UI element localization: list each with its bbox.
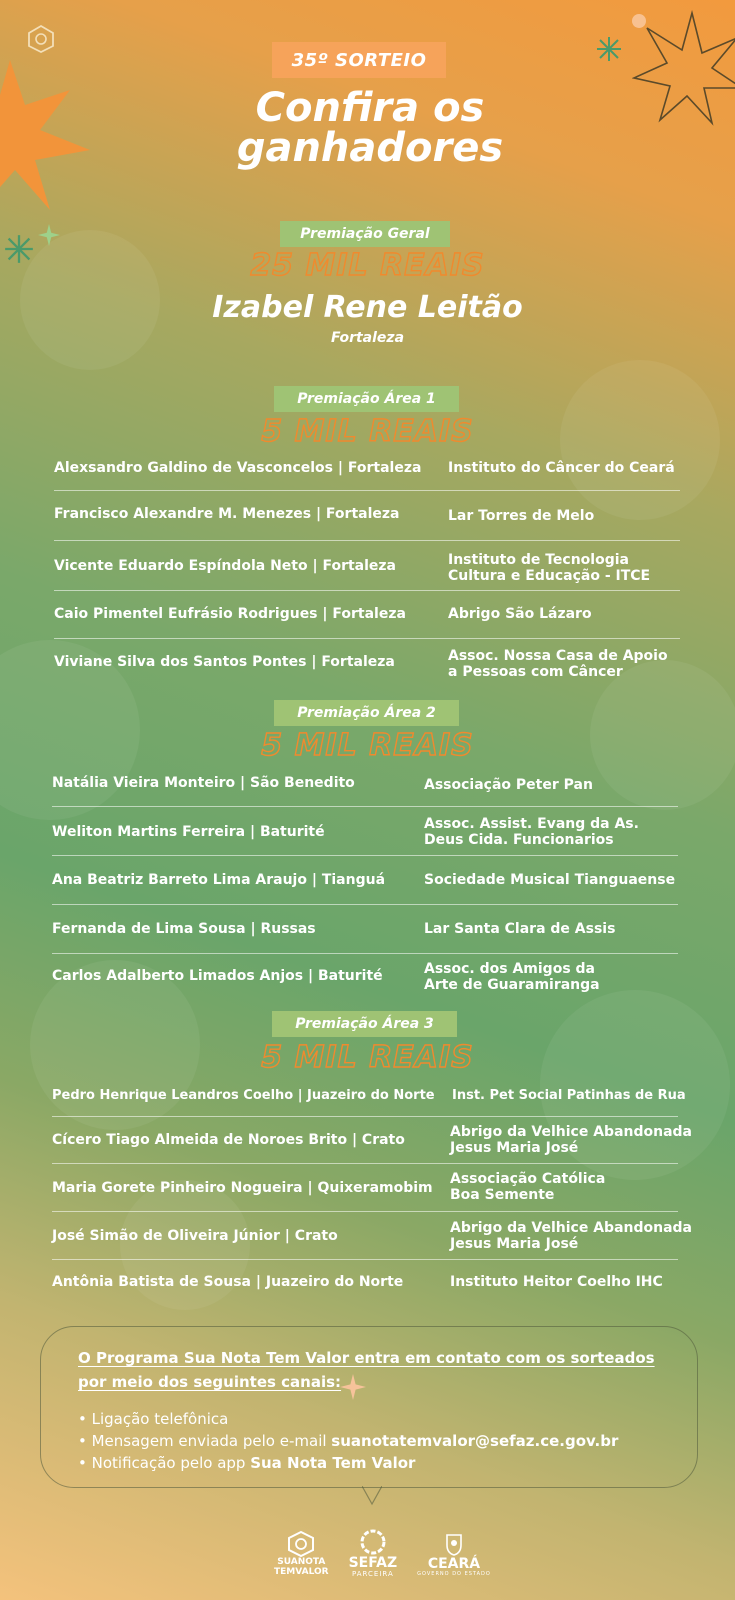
ceara-logo-subtext: GOVERNO DO ESTADO <box>417 1571 491 1577</box>
row-divider <box>52 1163 678 1164</box>
ceara-coat-of-arms-icon <box>439 1529 469 1557</box>
table-row <box>52 824 325 840</box>
row-divider <box>52 1116 678 1117</box>
table-row <box>52 1228 338 1244</box>
winner-name: Maria Gorete Pinheiro Nogueira | Quixeramobim <box>52 1180 433 1196</box>
title-line: ganhadores <box>236 125 504 171</box>
area2-label: Premiação Área 2 <box>274 700 459 726</box>
ceara-logo <box>417 1529 491 1577</box>
draw-number-badge: 35º SORTEIO <box>272 42 446 78</box>
winner-name: Vicente Eduardo Espíndola Neto | Fortaleza <box>54 558 397 574</box>
outline-star-icon <box>632 8 735 128</box>
bg-bubble <box>120 1180 250 1310</box>
table-row <box>52 1180 433 1196</box>
suanota-logo-text: SUANOTA <box>277 1556 326 1567</box>
sefaz-logo-subtext: PARCEIRA <box>351 1570 394 1578</box>
institution: Assoc. dos Amigos da Arte de Guaramiranga <box>424 961 600 993</box>
winner-name: Ana Beatriz Barreto Lima Araujo | Tianguá <box>52 872 386 888</box>
row-divider <box>54 540 680 541</box>
institution: Instituto Heitor Coelho IHC <box>450 1274 663 1290</box>
ceara-logo-text: CEARÁ <box>427 1556 481 1572</box>
row-divider <box>54 590 680 591</box>
table-row <box>54 506 399 522</box>
partner-logos <box>274 1528 491 1578</box>
channel-email <box>78 1430 618 1452</box>
institution: Lar Santa Clara de Assis <box>424 921 616 937</box>
row-divider <box>52 1259 678 1260</box>
winner-name: Antônia Batista de Sousa | Juazeiro do Norte <box>52 1274 404 1290</box>
area1-prize-amount: 5 MIL REAIS <box>261 414 474 449</box>
contact-intro <box>78 1346 655 1394</box>
winner-name: Pedro Henrique Leandros Coelho | Juazeiro do Norte <box>52 1088 435 1103</box>
table-row <box>52 872 385 888</box>
general-prize-label: Premiação Geral <box>280 221 450 247</box>
winner-name: Fernanda de Lima Sousa | Russas <box>52 921 316 937</box>
suanota-logo <box>274 1530 329 1577</box>
row-divider <box>52 953 678 954</box>
four-point-star-icon <box>38 224 60 246</box>
suanota-mark-icon <box>26 24 56 54</box>
area2-prize-amount: 5 MIL REAIS <box>261 728 474 763</box>
channel-phone: • Ligação telefônica <box>78 1410 229 1428</box>
email-address: suanotatemvalor@sefaz.ce.gov.br <box>331 1432 619 1450</box>
sefaz-logo-icon <box>358 1528 388 1556</box>
app-name: Sua Nota Tem Valor <box>250 1454 416 1472</box>
sefaz-logo-text: SEFAZ <box>348 1555 398 1571</box>
suanota-logo-icon <box>286 1530 316 1558</box>
institution: Abrigo São Lázaro <box>448 606 592 622</box>
title-line: Confira os <box>255 85 485 131</box>
contact-intro-line: O Programa Sua Nota Tem Valor entra em contato com os sorteados <box>78 1349 655 1367</box>
row-divider <box>54 638 680 639</box>
institution: Instituto do Câncer do Ceará <box>448 460 675 476</box>
channel-app-label: • Notificação pelo app <box>78 1454 251 1472</box>
channel-app <box>78 1452 618 1474</box>
institution: Abrigo da Velhice Abandonada Jesus Maria José <box>450 1124 693 1156</box>
institution: Assoc. Assist. Evang da As. Deus Cida. Funcionarios <box>424 816 639 848</box>
sefaz-logo <box>349 1528 398 1578</box>
institution: Lar Torres de Melo <box>448 508 595 524</box>
table-row <box>52 968 383 984</box>
general-prize-amount: 25 MIL REAIS <box>250 248 485 283</box>
table-row <box>54 606 406 622</box>
table-row <box>54 460 421 476</box>
institution: Associação Católica Boa Semente <box>450 1171 606 1203</box>
burst-star-icon <box>0 60 100 220</box>
table-row <box>54 558 396 574</box>
institution: Inst. Pet Social Patinhas de Rua <box>452 1088 686 1103</box>
table-row <box>52 1274 403 1290</box>
row-divider <box>52 904 678 905</box>
winner-name: Caio Pimentel Eufrásio Rodrigues | Fortaleza <box>54 606 406 622</box>
suanota-logo-text: TEMVALOR <box>274 1566 329 1577</box>
winner-name: Weliton Martins Ferreira | Baturité <box>52 824 325 840</box>
winner-name: José Simão de Oliveira Júnior | Crato <box>52 1228 338 1244</box>
general-winner-city: Fortaleza <box>330 330 405 346</box>
table-row <box>54 654 395 670</box>
institution: Sociedade Musical Tianguaense <box>424 872 676 888</box>
winner-name: Natália Vieira Monteiro | São Benedito <box>52 775 355 791</box>
institution: Assoc. Nossa Casa de Apoio a Pessoas com Câncer <box>448 648 668 680</box>
contact-intro-line: por meio dos seguintes canais: <box>78 1373 342 1391</box>
page-title <box>200 85 540 171</box>
institution: Abrigo da Velhice Abandonada Jesus Maria José <box>450 1220 693 1252</box>
channel-email-label: • Mensagem enviada pelo e-mail <box>78 1432 332 1450</box>
institution: Associação Peter Pan <box>424 777 593 793</box>
winner-name: Carlos Adalberto Limados Anjos | Baturité <box>52 968 383 984</box>
area1-label: Premiação Área 1 <box>274 386 459 412</box>
institution: Instituto de Tecnologia Cultura e Educação - ITCE <box>448 552 651 584</box>
row-divider <box>52 1211 678 1212</box>
contact-channel-list <box>78 1408 618 1474</box>
table-row <box>52 921 316 937</box>
area3-label: Premiação Área 3 <box>272 1011 457 1037</box>
row-divider <box>52 806 678 807</box>
area3-prize-amount: 5 MIL REAIS <box>261 1040 474 1075</box>
row-divider <box>52 855 678 856</box>
speech-tail-icon <box>362 1486 382 1506</box>
table-row <box>52 1132 405 1148</box>
dot-icon <box>632 14 646 28</box>
row-divider <box>54 490 680 491</box>
table-row <box>52 775 355 791</box>
sparkle-icon <box>596 36 622 62</box>
table-row <box>52 1088 435 1103</box>
winner-name: Francisco Alexandre M. Menezes | Fortaleza <box>54 506 400 522</box>
winner-name: Cícero Tiago Almeida de Noroes Brito | Crato <box>52 1132 405 1148</box>
winner-name: Alexsandro Galdino de Vasconcelos | Fortaleza <box>54 460 422 476</box>
winner-name: Viviane Silva dos Santos Pontes | Fortaleza <box>54 654 395 670</box>
general-winner-name: Izabel Rene Leitão <box>212 290 523 325</box>
